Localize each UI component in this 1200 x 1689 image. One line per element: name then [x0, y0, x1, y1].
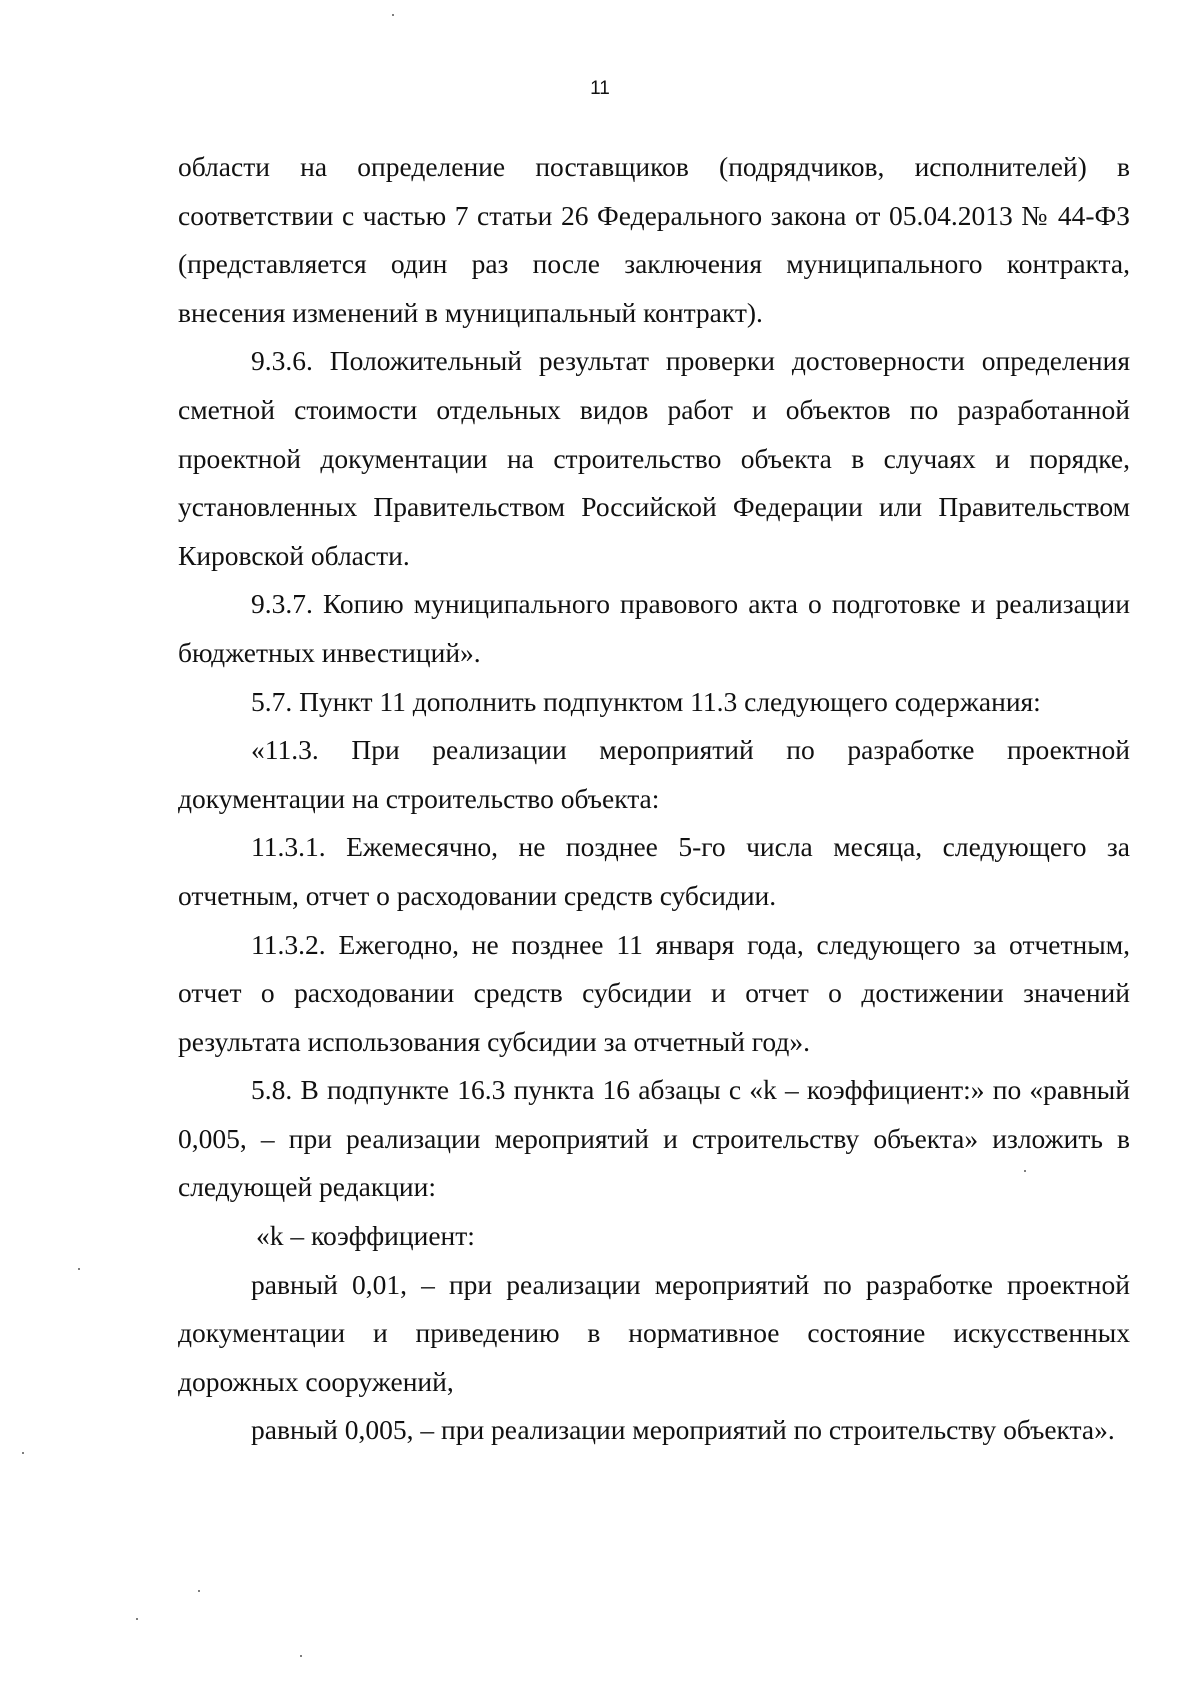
paragraph-11-3-1: 11.3.1. Ежемесячно, не позднее 5-го числа месяца, следующего за отчетным, отчет о расходовании средств субсидии.	[178, 831, 1130, 911]
scan-speck	[1024, 1170, 1026, 1172]
scan-speck	[300, 1655, 302, 1657]
paragraph-9-3-6: 9.3.6. Положительный результат проверки достоверности определения сметной стоимости отдельных видов работ и объектов по разработанной проектной документации на строительство объекта в случаях и порядке, установленных Правительством Российской Федерации или Правительством Кировской области.	[178, 345, 1130, 571]
paragraph-11-3-2: 11.3.2. Ежегодно, не позднее 11 января года, следующего за отчетным, отчет о расходовании средств субсидии и отчет о достижении значений результата использования субсидии за отчетный год».	[178, 928, 1130, 1057]
paragraph-9-3-7: 9.3.7. Копию муниципального правового акта о подготовке и реализации бюджетных инвестиций».	[178, 588, 1130, 668]
scan-speck	[78, 1268, 80, 1270]
scan-speck	[392, 14, 394, 16]
paragraph-coefficient-0005: равный 0,005, – при реализации мероприятий по строительству объекта».	[251, 1414, 1115, 1446]
scan-speck	[198, 1590, 200, 1592]
paragraph-5-8: 5.8. В подпункте 16.3 пункта 16 абзацы с «k – коэффициент:» по «равный 0,005, – при реализации мероприятий и строительству объекта» изложить в следующей редакции:	[178, 1074, 1130, 1203]
page-number: 11	[590, 78, 610, 99]
scan-speck	[22, 1452, 24, 1454]
paragraph-11-3: «11.3. При реализации мероприятий по разработке проектной документации на строительство объекта:	[178, 734, 1130, 814]
paragraph-5-7: 5.7. Пункт 11 дополнить подпунктом 11.3 следующего содержания:	[251, 685, 1041, 717]
paragraph-coefficient-001: равный 0,01, – при реализации мероприятий по разработке проектной документации и приведению в нормативное состояние искусственных дорожных сооружений,	[178, 1268, 1130, 1397]
scan-speck	[136, 1618, 138, 1620]
document-body	[178, 143, 1130, 1455]
paragraph-k-coefficient: «k – коэффициент:	[256, 1220, 475, 1252]
paragraph-continuation: области на определение поставщиков (подрядчиков, исполнителей) в соответствии с частью 7 статьи 26 Федерального закона от 05.04.2013 № 44-ФЗ (представляется один раз после заключения муниципального контракта, внесения изменений в муниципальный контракт).	[178, 151, 1130, 328]
